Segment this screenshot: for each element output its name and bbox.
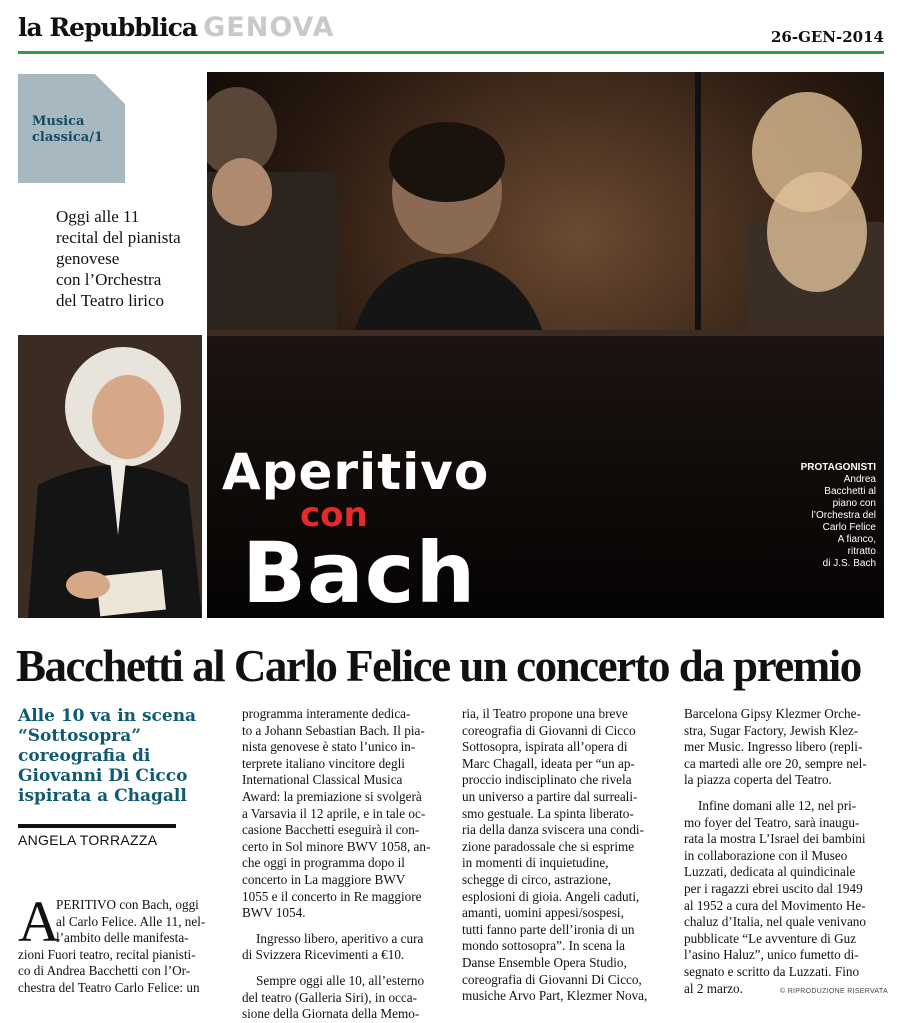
byline-rule bbox=[18, 824, 176, 828]
body-column-3: ria, il Teatro propone una breve coreografia di Giovanni di Cicco Sottosopra, ispirata all’opera di Marc Chagall, ideata per “un ap- proccio indisciplinato che rivela un universo a partire dal surreali- smo gestuale. La spinta liberato- ria della danza sviscera una condi- zione paradossale che si esprime in momenti di inquietudine, schegge di circo, astrazione, esplosioni di gioia. Angeli caduti, amanti, uomini appesi/sospesi, tutti fanno parte dell’ironia di un mondo sottosopra”. In scena la Danse Ensemble Opera Studio, coreografia di Giovanni Di Cicco, musiche Arvo Part, Klezmer Nova, bbox=[462, 706, 648, 1004]
newspaper-name: la Repubblica bbox=[18, 13, 198, 42]
edition-city: GENOVA bbox=[203, 12, 335, 43]
photo-caption: PROTAGONISTI Andrea Bacchetti al piano con l’Orchestra del Carlo Felice A fianco, ritratto di J.S. Bach bbox=[782, 462, 876, 570]
byline: ANGELA TORRAZZA bbox=[18, 832, 158, 848]
copyright-notice: © RIPRODUZIONE RISERVATA bbox=[780, 988, 888, 995]
body-column-4: Barcelona Gipsy Klezmer Orche- stra, Sugar Factory, Jewish Klez- mer Music. Ingresso libero (repli- ca martedì alle ore 20, sempre nel- la piazza coperta del Teatro. Infine domani alle 12, nel pri- mo foyer del Teatro, sarà inaugu- rata la mostra L’Israel dei bambini in collaborazione con il Museo Luzzati, dedicata al quindicinale per i ragazzi ebrei uscito dal 1949 al 1952 a cura del Movimento He- chaluz d’Italia, nel quale venivano pubblicate “Le avventure di Guz l’asino Haluz”, unico fumetto di- segnato e scritto da Luzzati. Fino al 2 marzo. bbox=[684, 706, 867, 996]
photo-headline bbox=[222, 443, 552, 622]
issue-date: 26-GEN-2014 bbox=[770, 28, 884, 46]
kicker: Oggi alle 11 recital del pianista genovese con l’Orchestra del Teatro lirico bbox=[56, 207, 181, 310]
drop-cap: A bbox=[18, 889, 60, 954]
article-headline: Bacchetti al Carlo Felice un concerto da premio bbox=[16, 641, 861, 691]
masthead-rule bbox=[18, 51, 884, 54]
photo-headline-line1: Aperitivo bbox=[222, 443, 490, 501]
article-deck: Alle 10 va in scena “Sottosopra” coreografia di Giovanni Di Cicco ispirata a Chagall bbox=[18, 706, 197, 806]
caption-title: PROTAGONISTI bbox=[800, 462, 876, 473]
body-column-2: programma interamente dedica- to a Johann Sebastian Bach. Il pia- nista genovese è stato l’unico in- terprete italiano vincitore degli International Classical Musica Award: la premiazione si svolgerà a Varsavia il 12 aprile, e in tale oc- casione Bacchetti eseguirà il con- certo in Sol minore BWV 1058, an- che oggi in programma dopo il concerto in La maggiore BWV 1055 e il concerto in Re maggiore BWV 1054. Ingresso libero, aperitivo a cura di Svizzera Ricevimenti a €10. Sempre oggi alle 10, all’esterno del teatro (Galleria Siri), in occa- sione della Giornata della Memo- bbox=[242, 706, 431, 1022]
section-tag bbox=[18, 74, 125, 183]
bach-portrait bbox=[18, 335, 202, 618]
masthead bbox=[18, 12, 335, 48]
body-column-1: PERITIVO con Bach, oggi al Carlo Felice. Alle 11, nel- l’ambito delle manifesta- zioni Fuori teatro, recital pianisti- co di Andrea Bacchetti con l’Or- chestra del Teatro Carlo Felice: un bbox=[18, 897, 206, 995]
photo-headline-line2: con bbox=[300, 495, 368, 535]
section-label: Musica classica/1 bbox=[32, 114, 103, 145]
photo-headline-line3: Bach bbox=[242, 524, 477, 622]
bach-portrait-illustration bbox=[18, 335, 202, 618]
